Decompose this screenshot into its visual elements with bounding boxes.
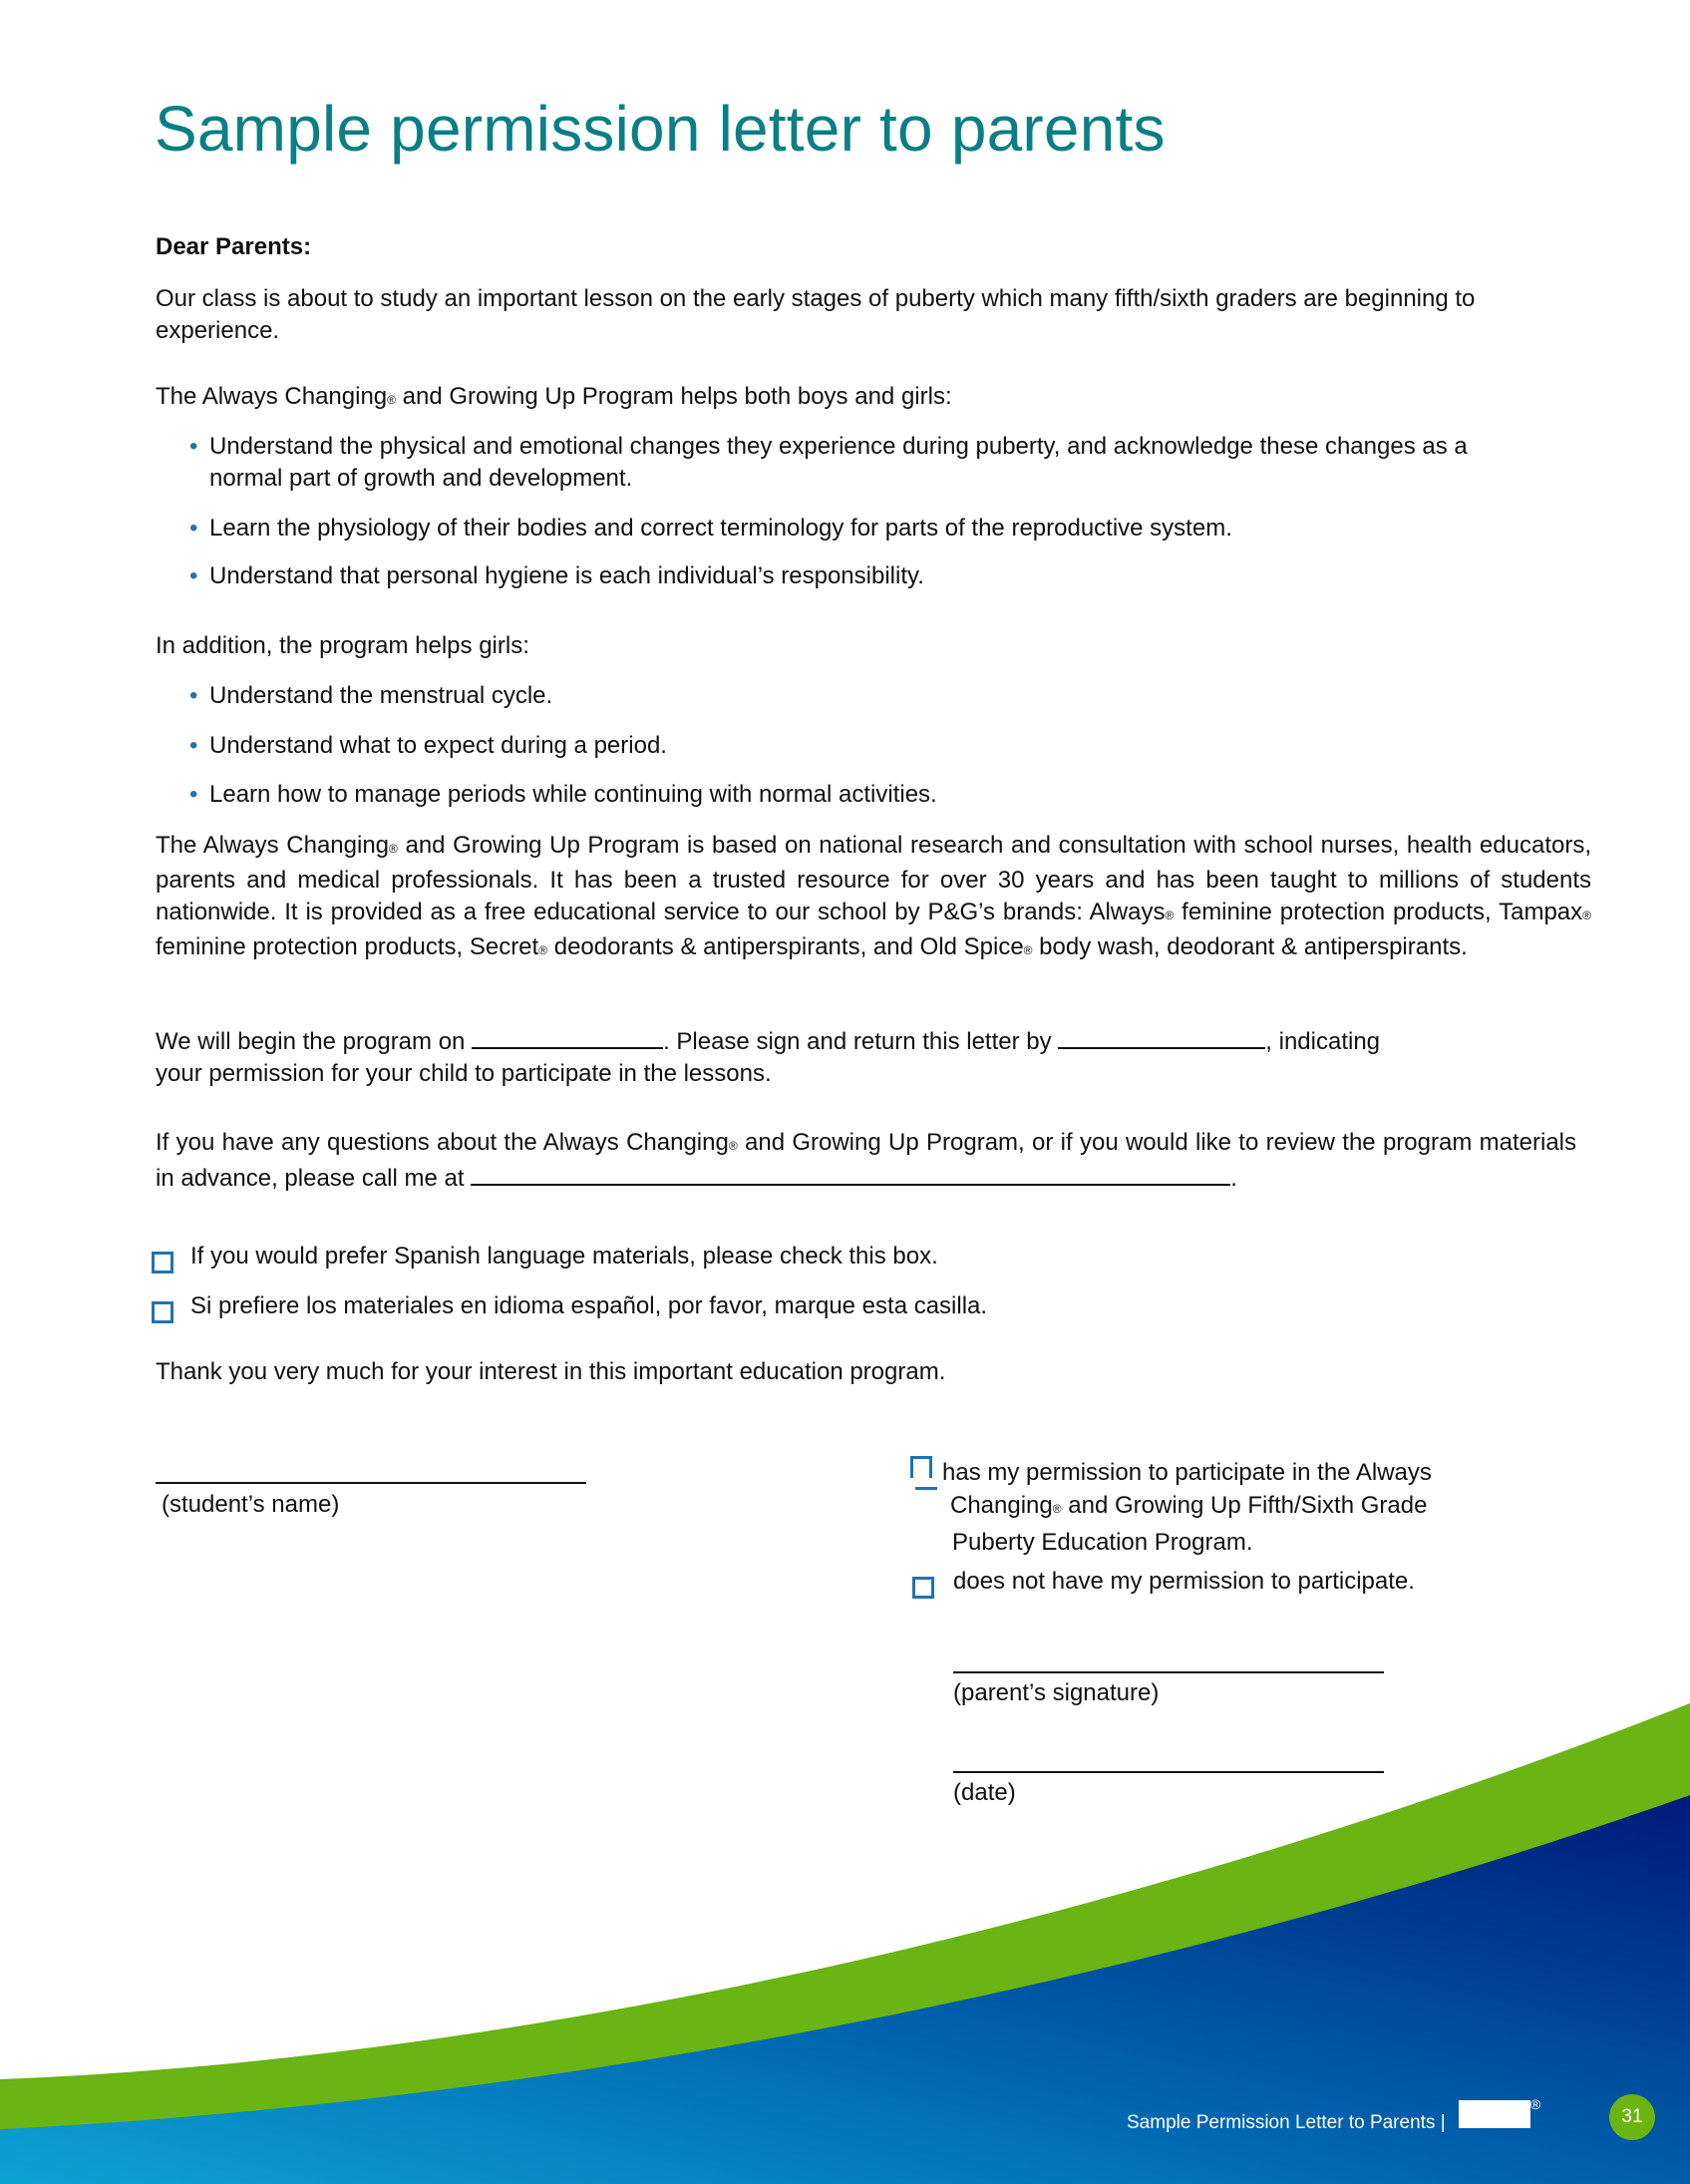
page-number-badge: 31	[1609, 2094, 1655, 2140]
student-name-label: (student’s name)	[162, 1491, 340, 1518]
page-title: Sample permission letter to parents	[155, 93, 1166, 165]
schedule-paragraph: We will begin the program on . Please sign and return this letter by , indicating your permission for your child to participate in the lessons.	[156, 1025, 1591, 1090]
bullet-icon: •	[189, 562, 198, 589]
questions-paragraph: If you have any questions about the Always Changing® and Growing Up Program, or if you would like to review the program materials in advance, please call me at .	[156, 1129, 1576, 1192]
thanks-line: Thank you very much for your interest in this important education program.	[156, 1358, 946, 1385]
bullet-icon: •	[189, 781, 198, 808]
girls-intro: In addition, the program helps girls:	[156, 632, 529, 659]
spanish-english-label: If you would prefer Spanish language materials, please check this box.	[190, 1243, 938, 1270]
parent-signature-label: (parent’s signature)	[953, 1679, 1160, 1706]
list-item: • Learn the physiology of their bodies and correct terminology for parts of the reproductive system.	[189, 513, 1525, 545]
list-item: • Understand the menstrual cycle.	[189, 680, 1525, 712]
program-helps-paragraph: The Always Changing® and Growing Up Program helps both boys and girls:	[156, 383, 952, 410]
list-item: • Understand what to expect during a period.	[189, 730, 1525, 762]
intro-paragraph: Our class is about to study an important lesson on the early stages of puberty which many fifth/sixth graders are beginning to experience.	[156, 285, 1476, 344]
footer-logo-placeholder	[1459, 2100, 1530, 2128]
list-item: • Learn how to manage periods while continuing with normal activities.	[189, 779, 1525, 811]
phone-blank[interactable]	[471, 1162, 1230, 1186]
permission-yes-checkbox[interactable]	[910, 1456, 932, 1478]
general-bullet-list	[189, 431, 1525, 592]
about-paragraph: The Always Changing® and Growing Up Program is based on national research and consultation with school nurses, health educators, parents and medical professionals. It has been a trusted resource for over 30 years and has been taught to millions of students nationwide. It is provided as a free educational service to our school by P&G’s brands: Always® feminine protection products, Tampax® feminine protection products, Secret® deodorants & antiperspirants, and Old Spice® body wash, deodorant & antiperspirants.	[156, 832, 1592, 960]
parent-signature-line[interactable]	[953, 1671, 1384, 1673]
footer-registered-mark: ®	[1530, 2096, 1541, 2112]
student-name-line[interactable]	[156, 1482, 586, 1484]
spanish-spanish-label: Si prefiere los materiales en idioma español, por favor, marque esta casilla.	[190, 1292, 988, 1319]
return-date-blank[interactable]	[1058, 1025, 1265, 1049]
list-item: • Understand the physical and emotional changes they experience during puberty, and acknowledge these changes as a normal part of growth and development.	[189, 433, 1468, 492]
permission-yes-label: has my permission to participate in the Always Changing® and Growing Up Fifth/Sixth Grade Puberty Education Program.	[942, 1459, 1432, 1556]
bullet-icon: •	[189, 433, 198, 460]
start-date-blank[interactable]	[472, 1025, 663, 1049]
greeting: Dear Parents:	[156, 233, 312, 260]
bullet-icon: •	[189, 732, 198, 759]
bullet-icon: •	[189, 515, 198, 542]
girls-bullet-list	[189, 680, 1525, 811]
spanish-checkbox-es[interactable]	[152, 1301, 173, 1323]
footer-label: Sample Permission Letter to Parents |	[1127, 2112, 1446, 2133]
registered-mark: ®	[387, 393, 396, 407]
permission-no-checkbox[interactable]	[912, 1577, 934, 1599]
decorative-wave-graphic	[0, 1675, 1690, 2184]
bullet-icon: •	[189, 682, 198, 709]
date-label: (date)	[953, 1779, 1016, 1806]
list-item: • Understand that personal hygiene is each individual’s responsibility.	[189, 560, 1525, 592]
spanish-checkbox[interactable]	[152, 1252, 173, 1274]
permission-no-label: does not have my permission to participate.	[953, 1568, 1415, 1595]
